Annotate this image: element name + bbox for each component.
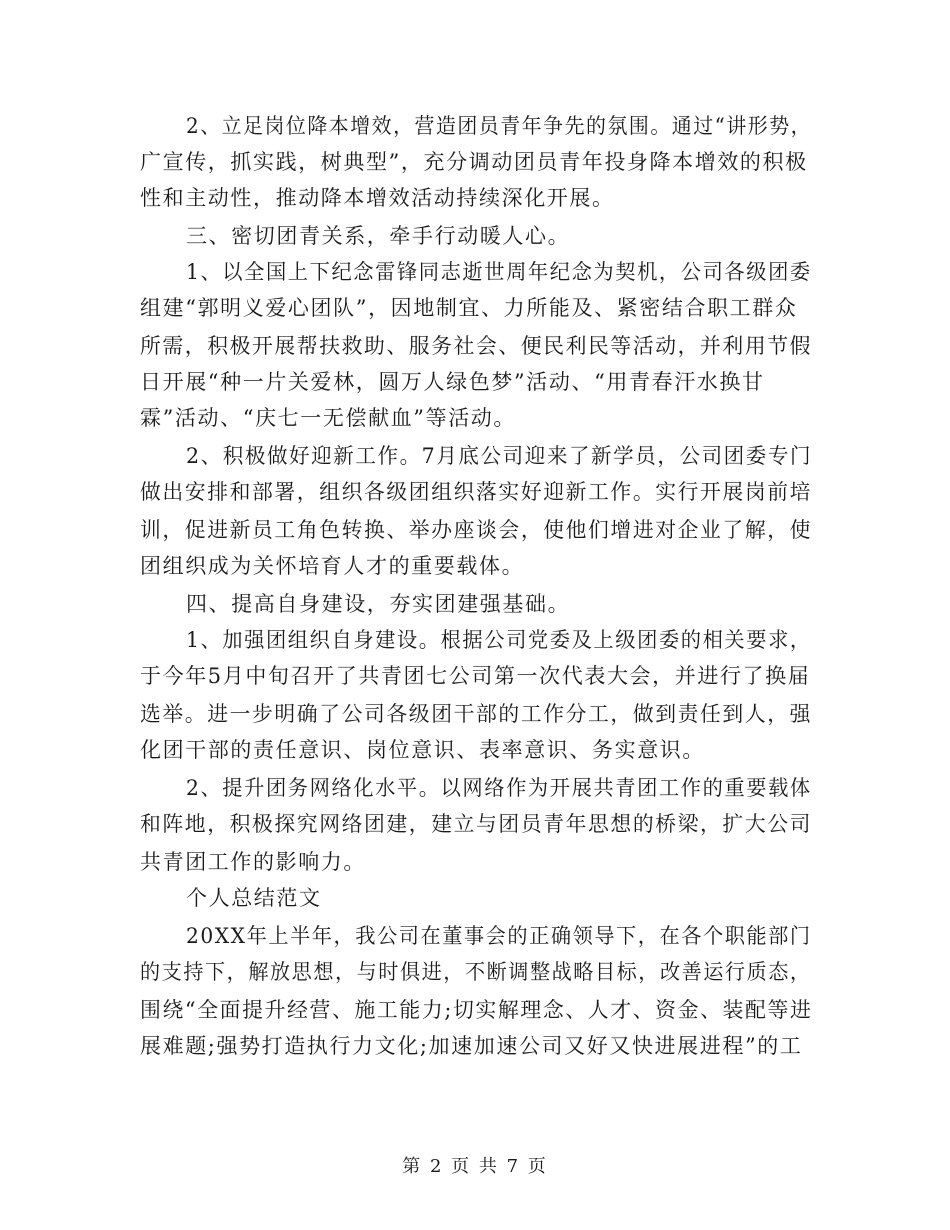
body-text-line: 性和主动性，推动降本增效活动持续深化开展。 xyxy=(140,186,615,210)
body-text-line: 做出安排和部署，组织各级团组织落实好迎新工作。实行开展岗前培 xyxy=(140,480,813,504)
body-text-line: 于今年5月中旬召开了共青团七公司第一次代表大会，并进行了换届 xyxy=(140,664,811,688)
body-text-line: 2、立足岗位降本增效，营造团员青年争先的氛围。通过“讲形势， xyxy=(186,114,813,138)
body-text-line: 训，促进新员工角色转换、举办座谈会，使他们增进对企业了解，使 xyxy=(140,518,813,542)
body-text-line: 选举。进一步明确了公司各级团干部的工作分工，做到责任到人，强 xyxy=(140,702,813,726)
body-text-line: 广宣传，抓实践，树典型”，充分调动团员青年投身降本增效的积极 xyxy=(140,150,808,174)
section-heading: 三、密切团青关系，牵手行动暖人心。 xyxy=(186,224,571,248)
body-text-line: 1、以全国上下纪念雷锋同志逝世周年纪念为契机，公司各级团委 xyxy=(186,260,812,284)
body-text-line: 共青团工作的影响力。 xyxy=(140,850,366,874)
body-text-line: 日开展“种一片关爱林，圆万人绿色梦”活动、“用青春汗水换甘 xyxy=(140,370,765,394)
page-number-footer: 第 2 页 共 7 页 xyxy=(402,1156,548,1177)
body-text-line: 的支持下，解放思想，与时俱进，不断调整战略目标，改善运行质态， xyxy=(140,960,812,984)
subtitle-heading: 个人总结范文 xyxy=(186,886,322,910)
body-text-line: 所需，积极开展帮扶救助、服务社会、便民利民等活动，并利用节假 xyxy=(140,334,813,358)
body-text-line: 和阵地，积极探究网络团建，建立与团员青年思想的桥梁，扩大公司 xyxy=(140,812,813,836)
body-text-line: 组建“郭明义爱心团队”，因地制宜、力所能及、紧密结合职工群众 xyxy=(140,296,798,320)
body-text-line: 团组织成为关怀培育人才的重要载体。 xyxy=(140,554,525,578)
body-text-line: 20XX年上半年，我公司在董事会的正确领导下，在各个职能部门 xyxy=(186,924,812,948)
body-text-line: 霖”活动、“庆七一无偿献血”等活动。 xyxy=(140,406,517,430)
body-text-line: 展难题;强势打造执行力文化;加速加速公司又好又快进展进程”的工 xyxy=(140,1034,803,1058)
body-text-line: 围绕“全面提升经营、施工能力;切实解理念、人才、资金、装配等进 xyxy=(140,998,813,1022)
body-text-line: 化团干部的责任意识、岗位意识、表率意识、务实意识。 xyxy=(140,738,705,762)
section-heading: 四、提高自身建设，夯实团建强基础。 xyxy=(186,592,571,616)
body-text-line: 1、加强团组织自身建设。根据公司党委及上级团委的相关要求， xyxy=(186,628,812,652)
body-text-line: 2、提升团务网络化水平。以网络作为开展共青团工作的重要载体 xyxy=(186,776,812,800)
body-text-line: 2、积极做好迎新工作。7月底公司迎来了新学员，公司团委专门 xyxy=(186,444,813,468)
